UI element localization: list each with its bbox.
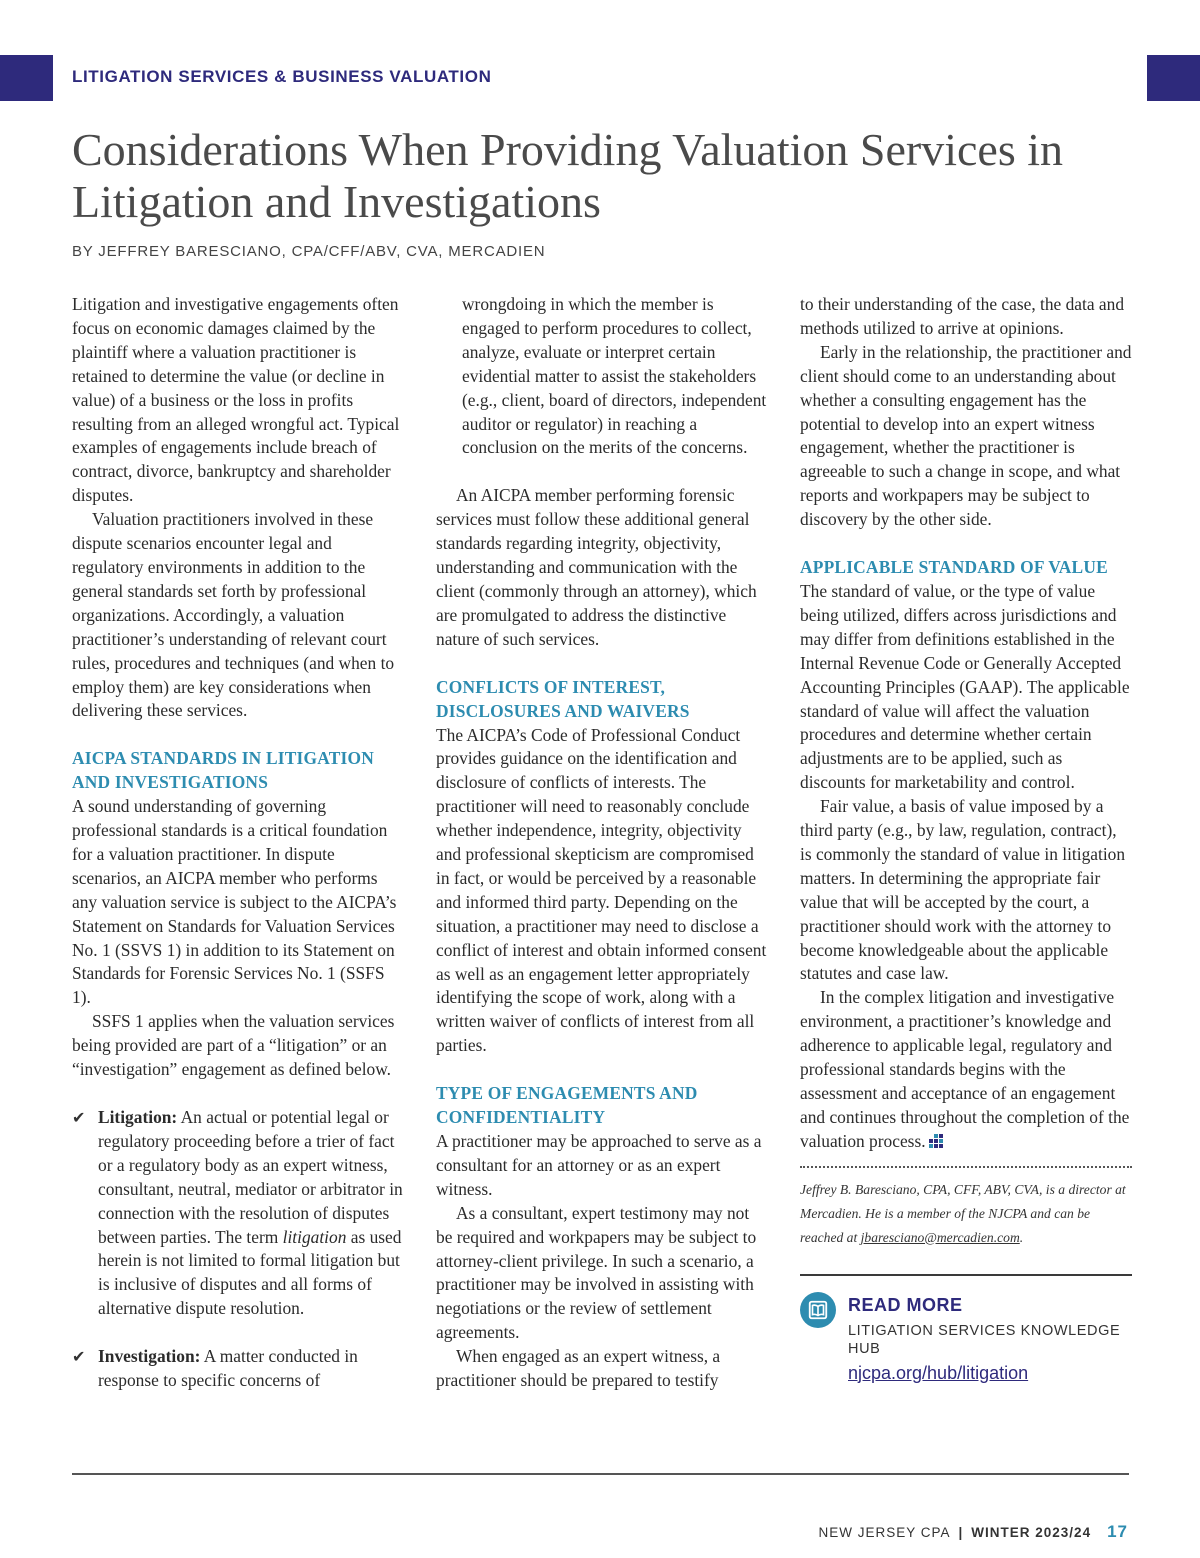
bullet-investigation (72, 1345, 404, 1393)
bullet-text: A matter conducted in response to specific concerns of (98, 1346, 358, 1391)
bullet-litigation (72, 1106, 404, 1321)
checkmark-icon: ✔ (72, 1108, 86, 1127)
section-label: LITIGATION SERVICES & BUSINESS VALUATION (72, 67, 492, 86)
bio-text: Jeffrey B. Baresciano, CPA, CFF, ABV, CVA, is a director at Mercadien. He is a member of the NJCPA and can be reached at (800, 1181, 1126, 1245)
checkmark-icon: ✔ (72, 1347, 86, 1367)
paragraph: As a consultant, expert testimony may not be required and workpapers may be subject to attorney-client privilege. In such a scenario, a practitioner may be involved in assisting with negotiations or the review of settlement agreements. (436, 1202, 757, 1343)
paragraph: to their understanding of the case, the data and methods utilized to arrive at opinions. (800, 294, 1125, 338)
read-more-subtitle: LITIGATION SERVICES KNOWLEDGE HUB (848, 1322, 1121, 1357)
bullet-term: Litigation: (98, 1107, 178, 1127)
bullet-text: An actual or potential legal or regulatory proceeding before a trier of fact or a regulatory body as an expert witness, consultant, neutral, mediator or arbitrator in connection with the resolution of disputes between parties. The term (98, 1107, 403, 1247)
paragraph: Litigation and investigative engagements often focus on economic damages claimed by the plaintiff where a valuation practitioner is retained to determine the value (or decline in value) of a business or the loss in profits resulting from an alleged wrongful act. Typical examples of engagements include breach of contract, divorce, bankruptcy and shareholder disputes. (72, 294, 400, 506)
paragraph-text: In the complex litigation and investigative environment, a practitioner’s knowledge and adherence to applicable legal, regulatory and professional standards begins with the assessment and acceptance of an engagement and continues throughout the completion of the valuation process. (800, 987, 1130, 1151)
column-3 (800, 293, 1132, 1386)
paragraph (800, 986, 1132, 1153)
read-more-box (800, 1274, 1132, 1386)
paragraph: SSFS 1 applies when the valuation services being provided are part of a “litigation” or an “investigation” engagement as defined below. (72, 1011, 395, 1080)
read-more-link[interactable]: njcpa.org/hub/litigation (848, 1362, 1029, 1383)
section-heading-aicpa-standards: AICPA STANDARDS IN LITIGATION AND INVESTIGATIONS (72, 748, 374, 793)
paragraph: When engaged as an expert witness, a practitioner should be prepared to testify (436, 1346, 721, 1391)
paragraph: Early in the relationship, the practitioner and client should come to an understanding about whether a consulting engagement has the potential to develop into an expert witness engagement, whether the practitioner is agreeable to such a change in scope, and what reports and workpapers may be subject to discovery by the other side. (800, 341, 1132, 530)
footer-publication: NEW JERSEY CPA (818, 1525, 951, 1540)
section-heading-engagements: TYPE OF ENGAGEMENTS AND CONFIDENTIALITY (436, 1083, 698, 1128)
footer-issue: WINTER 2023/24 (971, 1525, 1092, 1540)
corner-block-left (0, 55, 53, 101)
author-bio (800, 1178, 1132, 1250)
bullet-text: as used herein is not limited to formal litigation but is inclusive of disputes and all forms of alternative dispute resolution. (98, 1226, 402, 1319)
bullet-continuation: wrongdoing in which the member is engaged to perform procedures to collect, analyze, evaluate or interpret certain evidential matter to assist the stakeholders (e.g., client, board of directors, independent auditor or regulator) in reaching a conclusion on the merits of the concerns. (462, 294, 767, 458)
article-byline: BY JEFFREY BARESCIANO, CPA/CFF/ABV, CVA, MERCADIEN (72, 243, 546, 260)
section-heading-conflicts: CONFLICTS OF INTEREST, DISCLOSURES AND WAIVERS (436, 676, 690, 721)
footer-separator: | (958, 1525, 964, 1540)
paragraph: A practitioner may be approached to serve as a consultant for an attorney or as an expert witness. (436, 1131, 762, 1199)
bullet-term: Investigation: (98, 1346, 201, 1367)
paragraph: The standard of value, or the type of value being utilized, differs across jurisdictions and may differ from definitions established in the Internal Revenue Code or Generally Accepted Accounting Principles (GAAP). The applicable standard of value will affect the valuation procedures and determine whether certain adjustments are to be applied, such as discounts for marketability and control. (800, 580, 1130, 793)
page-number: 17 (1107, 1522, 1128, 1541)
paragraph: The AICPA’s Code of Professional Conduct provides guidance on the identification and disclosure of conflicts of interests. The practitioner will need to reasonably conclude whether independence, integrity, objectivity and professional skepticism are compromised in fact, or would be perceived by a reasonable and informed third party. Depending on the situation, a practitioner may need to disclose a conflict of interest and obtain informed consent as well as an engagement letter appropriately identifying the scope of work, along with a written waiver of conflicts of interest from all parties. (436, 724, 767, 1056)
bullet-italic-term: litigation (282, 1226, 347, 1247)
paragraph: Fair value, a basis of value imposed by a third party (e.g., by law, regulation, contract), is commonly the standard of value in litigation matters. In determining the appropriate fair value that will be accepted by the court, a practitioner should work with the attorney to become knowledgeable about the applicable statutes and case law. (800, 796, 1126, 984)
page-footer (818, 1522, 1128, 1542)
footer-rule (72, 1473, 1129, 1475)
corner-block-right (1147, 55, 1200, 101)
divider-dotted (800, 1166, 1132, 1168)
read-more-title: READ MORE (848, 1294, 963, 1315)
author-email-link[interactable]: jbaresciano@mercadien.com (860, 1229, 1020, 1245)
section-heading-standard-of-value: APPLICABLE STANDARD OF VALUE (800, 557, 1108, 578)
bio-end: . (1019, 1229, 1024, 1245)
book-icon (800, 1292, 836, 1328)
paragraph: An AICPA member performing forensic services must follow these additional general standards regarding integrity, objectivity, understanding and communication with the client (commonly through an attorney), which are promulgated to address the distinctive nature of such services. (436, 485, 757, 649)
column-1 (72, 293, 404, 1393)
column-2 (436, 293, 768, 1393)
end-mark-icon (929, 1134, 943, 1148)
paragraph: A sound understanding of governing professional standards is a critical foundation for a valuation practitioner. In dispute scenarios, an AICPA member who performs any valuation service is subject to the AICPA’s Statement on Standards for Valuation Services No. 1 (SSVS 1) in addition to its Statement on Standards for Forensic Services No. 1 (SSFS 1). (72, 796, 397, 1008)
article-title: Considerations When Providing Valuation Services in Litigation and Investigations (72, 124, 1064, 227)
paragraph: Valuation practitioners involved in these dispute scenarios encounter legal and regulatory environments in addition to the general standards set forth by professional organizations. Accordingly, a valuation practitioner’s understanding of relevant court rules, procedures and techniques (and when to employ them) are key considerations when delivering these services. (72, 509, 395, 721)
